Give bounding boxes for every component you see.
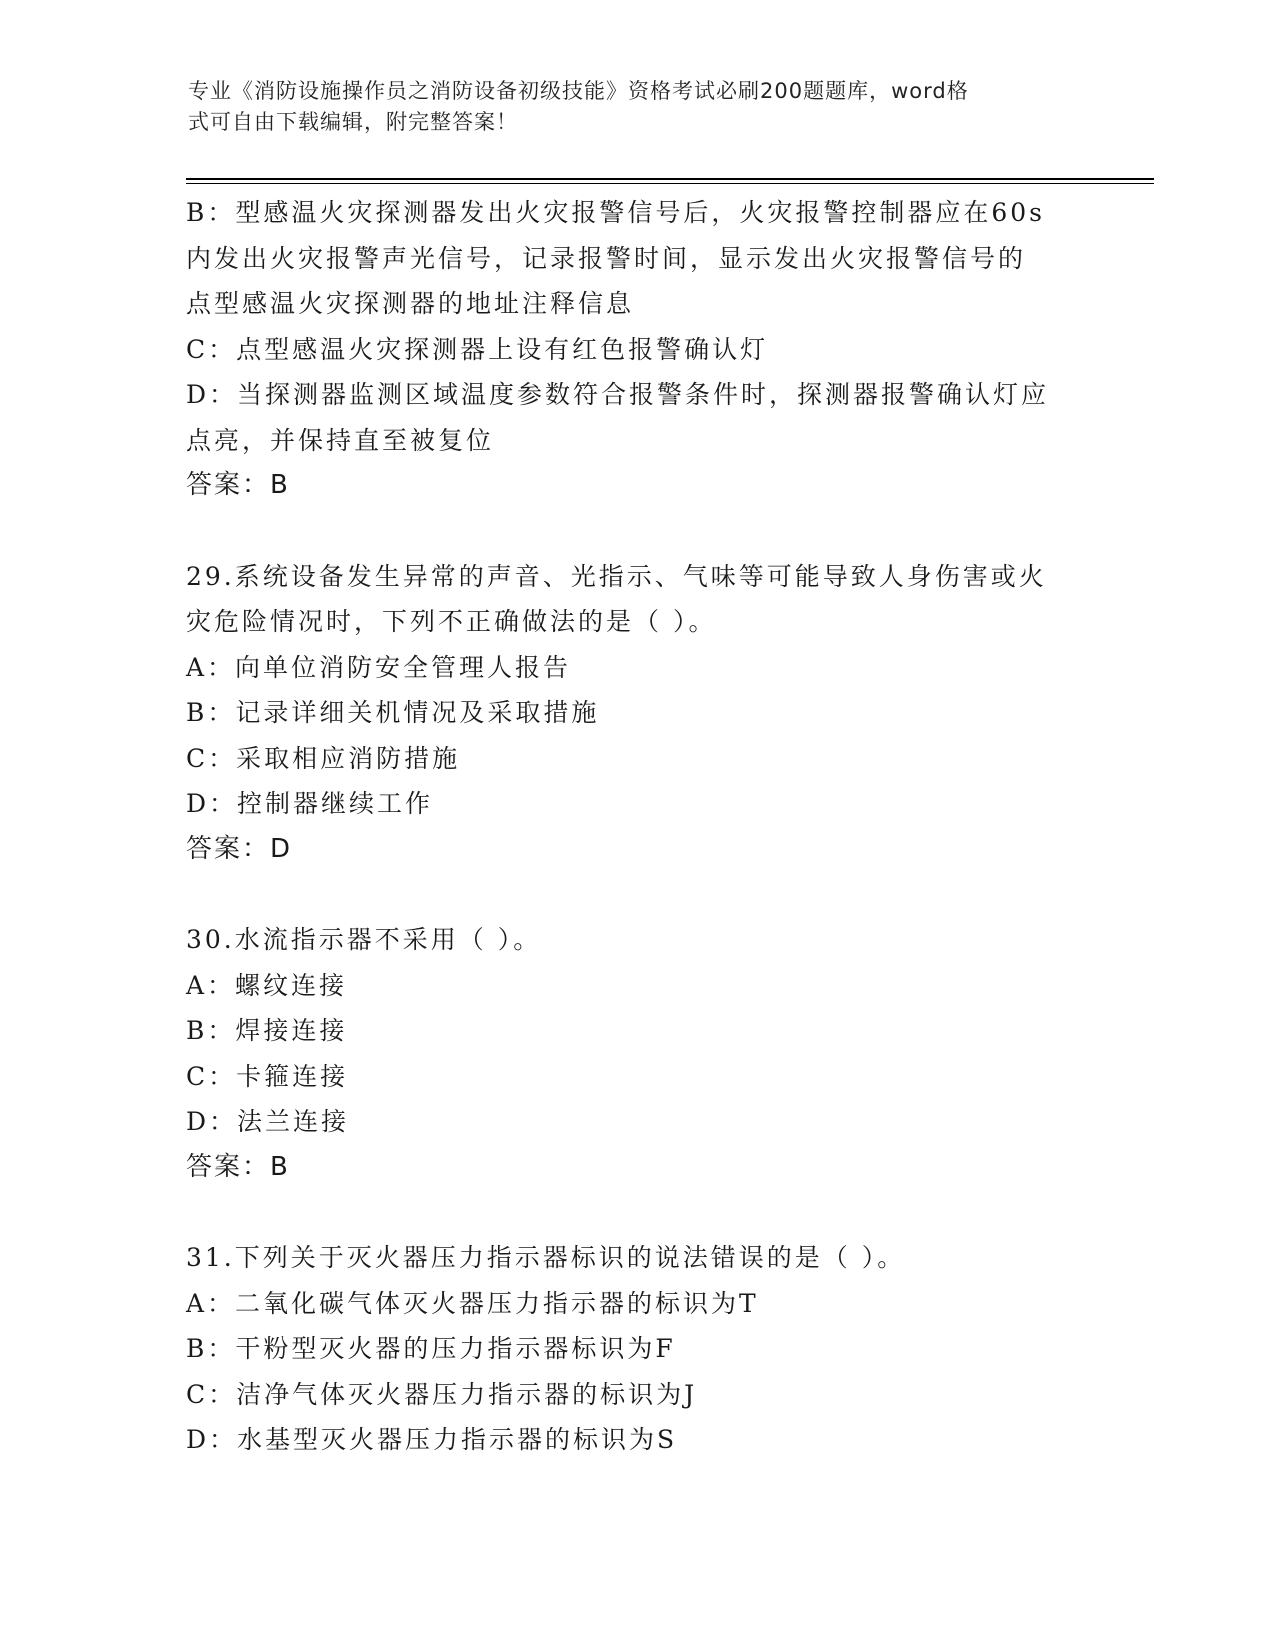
answer: 答案：B bbox=[186, 1151, 290, 1182]
spacer bbox=[186, 872, 1066, 917]
header-line-1: 专业《消防设施操作员之消防设备初级技能》资格考试必刷200题题库，word格 bbox=[188, 79, 969, 103]
option-d: D：法兰连接 bbox=[186, 1107, 350, 1136]
option-c: C：卡箍连接 bbox=[186, 1061, 349, 1091]
option-d-line-2: 点亮，并保持直至被复位 bbox=[186, 425, 495, 455]
question-stem: 30.水流指示器不采用（ ）。 bbox=[186, 925, 542, 954]
spacer bbox=[186, 1190, 1066, 1235]
option-b: B：干粉型灭火器的压力指示器标识为F bbox=[186, 1334, 676, 1363]
option-d-line-1: D：当探测器监测区域温度参数符合报警条件时，探测器报警确认灯应 bbox=[186, 380, 1050, 409]
answer: 答案：B bbox=[186, 470, 290, 500]
option-b: B：记录详细关机情况及采取措施 bbox=[186, 698, 600, 727]
question-29 bbox=[186, 554, 1066, 873]
option-a: A：螺纹连接 bbox=[186, 970, 348, 1000]
option-d: D：水基型灭火器压力指示器的标识为S bbox=[186, 1425, 678, 1454]
answer: 答案：D bbox=[186, 833, 293, 864]
question-list bbox=[186, 190, 1066, 1463]
question-stem-line-2: 灾危险情况时，下列不正确做法的是（ ）。 bbox=[186, 607, 717, 636]
option-d: D：控制器继续工作 bbox=[186, 789, 434, 818]
option-b-line-2: 内发出火灾报警声光信号，记录报警时间，显示发出火灾报警信号的 bbox=[186, 243, 1027, 273]
option-b-line-3: 点型感温火灾探测器的地址注释信息 bbox=[186, 289, 635, 318]
option-a: A：二氧化碳气体灭火器压力指示器的标识为T bbox=[186, 1288, 759, 1318]
option-b: B：焊接连接 bbox=[186, 1016, 348, 1045]
question-31 bbox=[186, 1235, 1066, 1463]
header-divider-thick bbox=[186, 178, 1154, 180]
option-a: A：向单位消防安全管理人报告 bbox=[186, 652, 572, 682]
question-stem: 31.下列关于灭火器压力指示器标识的说法错误的是（ ）。 bbox=[186, 1243, 906, 1272]
option-c: C：采取相应消防措施 bbox=[186, 743, 461, 773]
document-header bbox=[188, 76, 1068, 138]
option-c: C：点型感温火灾探测器上设有红色报警确认灯 bbox=[186, 334, 769, 364]
option-b-line-1: B：型感温火灾探测器发出火灾报警信号后，火灾报警控制器应在60s bbox=[186, 198, 1046, 227]
header-divider-thin bbox=[186, 183, 1154, 184]
question-30 bbox=[186, 917, 1066, 1190]
header-line-2: 式可自由下载编辑，附完整答案！ bbox=[188, 110, 518, 134]
question-continued bbox=[186, 190, 1066, 509]
spacer bbox=[186, 509, 1066, 554]
option-c: C：洁净气体灭火器压力指示器的标识为J bbox=[186, 1379, 698, 1409]
question-stem-line-1: 29.系统设备发生异常的声音、光指示、气味等可能导致人身伤害或火 bbox=[186, 561, 1047, 591]
